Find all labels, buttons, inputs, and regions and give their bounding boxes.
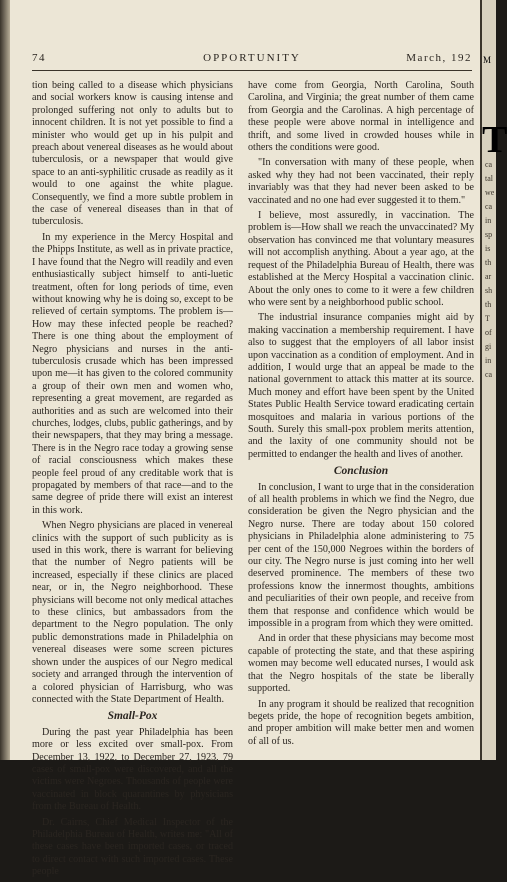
facing-page-line: is — [485, 244, 491, 253]
paragraph: tion being called to a disease which physicians and social workers know is causing intense and prolonged suffering not only to adults but to innocent children. It is not yet possible to find a minister who would get up in his pulpit and preach about venereal diseases as he would about tuberculosis, or a newspaper that would give space to an anti-syphilitic crusade as readily as it would to one against the white plague. Consequently, we find a more subtle problem in the case of venereal diseases than in that of tuberculosis. — [32, 80, 233, 228]
facing-page-drop-cap: T — [482, 119, 507, 161]
facing-page-line: ar — [485, 272, 492, 281]
facing-page-line: th — [485, 300, 492, 309]
header-rule — [32, 70, 472, 71]
facing-page-line: sp — [485, 230, 493, 239]
paragraph: When Negro physicians are placed in venereal clinics with the support of such publicity as is used in this work, there is warrant for believing that the number of Negro patients will be increased, especially if these clinics are placed near, or in, the Negro neighborhood. These physicians will become not only medical attaches to these clinics, but ambassadors from the department to the Negro population. The only public demonstrations made in Philadelphia on venereal diseases were some screen pictures shown under the auspices of our Negro medical society and arranged through the intervention of a colored physician of Harrisburg, who was connected with the State Department of Health. — [32, 520, 233, 705]
paragraph: In any program it should be realized that recognition begets pride, the hope of recognition begets ambition, and proper ambition will make better men and women of all of us. — [248, 698, 474, 747]
issue-month: March, 192 — [406, 52, 472, 64]
running-header — [32, 52, 472, 68]
facing-page-line: ca — [485, 160, 493, 169]
paragraph: In conclusion, I want to urge that in the consideration of all health problems in which we find the Negro, due consideration be given the Negro physician and the Negro nurse. There are today about 150 colored physicians in Philadelphia alone administering to 75 per cent of the 150,000 Negroes within the borders of our city. The Negro nurse is just coming into her well deserved prominence. The members of these two professions know the innermost thoughts, ambitions and peculiarities of their own people, and receive from them that response and confidence which would be impossible in a program from which they were omitted. — [248, 481, 474, 630]
facing-page-line: in — [485, 356, 492, 365]
paragraph: have come from Georgia, North Carolina, South Carolina, and Virginia; the great number of them came from Georgia and the Carolinas. A high percentage of these people were above normal in intelligence and thrift, and some lived in crowded houses while in others the conditions were good. — [248, 80, 474, 154]
facing-page-line: in — [485, 216, 492, 225]
paragraph: In my experience in the Mercy Hospital and the Phipps Institute, as well as in private practice, I have found that the Negro will readily and even enthusiastically subject himself to anti-luetic treatment, often for long periods of time, even without knowing why he is doing so, except to be relieved of certain symptoms. The problem is—How may these infected people be reached? There is one thing about the employment of Negro physicians and nurses in the anti-tuberculosis crusade which has been impressed upon me—it has given to the colored community a group of their own men and women who, representing a great movement, are regarded as authorities and as such are welcomed into their churches, lodges, clubs, public gatherings, and by their newspapers, that they may bring a message. There is in the Negro race today a growing sense of racial consciousness which makes these people feel proud of any creditable work that is propagated by members of that race—and to the same degree of pride there will exist an interest in this work. — [32, 231, 233, 516]
book-gutter — [0, 0, 10, 760]
facing-page-edge — [480, 0, 507, 760]
facing-page-line: of — [485, 328, 492, 337]
paragraph: Dr. Cairns, Chief Medical Inspector of the Philadelphia Bureau of Health, writes me: "All of these cases have been imported cases, or traced to direct contact with such imported cases. These people — [32, 816, 233, 878]
section-heading-conclusion: Conclusion — [333, 465, 389, 478]
magazine-page — [10, 0, 480, 878]
facing-page-line: gi — [485, 342, 492, 351]
page-number: 74 — [32, 52, 46, 64]
right-column — [248, 80, 474, 751]
paragraph: "In conversation with many of these people, when asked why they had not been vaccinated, their reply invariably was that they had never been asked to be vaccinated and no one had ever suggested it to them." — [248, 157, 474, 206]
paragraph: I believe, most assuredly, in vaccination. The problem is—How shall we reach the unvaccinated? My observation has convinced me that voluntary measures will not accomplish anything. About a year ago, at the request of the Philadelphia Bureau of Health, there was established at the Mercy Hospital a vaccination clinic. About the only ones to come to it were a few children who were sent by a neighborhood public school. — [248, 210, 474, 308]
facing-page-line: we — [485, 188, 495, 197]
facing-page-line: ca — [485, 202, 493, 211]
section-heading-smallpox: Small-Pox — [107, 710, 158, 723]
facing-page-line: sh — [485, 286, 493, 295]
facing-page-line: ca — [485, 370, 493, 379]
magazine-title: OPPORTUNITY — [203, 52, 301, 64]
paragraph: And in order that these physicians may become most capable of protecting the state, and that these aspiring women may become well educated nurses, I would ask that the Negro hospitals of the state be liberally supported. — [248, 633, 474, 695]
paragraph: During the past year Philadelphia has been more or less excited over small-pox. From December 13, 1922, to December 27, 1923, 79 cases of small-pox were discovered, and all the victims were Negroes. Thousands of people were vaccinated in block quarantines by physicians from the Bureau of Health. — [32, 726, 233, 813]
facing-page-header: M — [483, 55, 493, 65]
facing-page-line: th — [485, 258, 492, 267]
facing-page-line: T — [485, 314, 490, 323]
left-column — [32, 80, 233, 882]
facing-page-line: tal — [485, 174, 493, 183]
paragraph: The industrial insurance companies might aid by making vaccination a membership requirement. I have also to suggest that the employers of all labor insist upon vaccination as a condition of employment. And in addition, I would urge that an appeal be made to the national government to attack this matter at its source. Much money and effort have been spent by the United States Public Health Service toward eradicating certain mosquitoes and malaria in various portions of the South. Surely this small-pox problem merits attention, and the laxity of one community should not be permitted to endanger the health and lives of another. — [248, 312, 474, 460]
